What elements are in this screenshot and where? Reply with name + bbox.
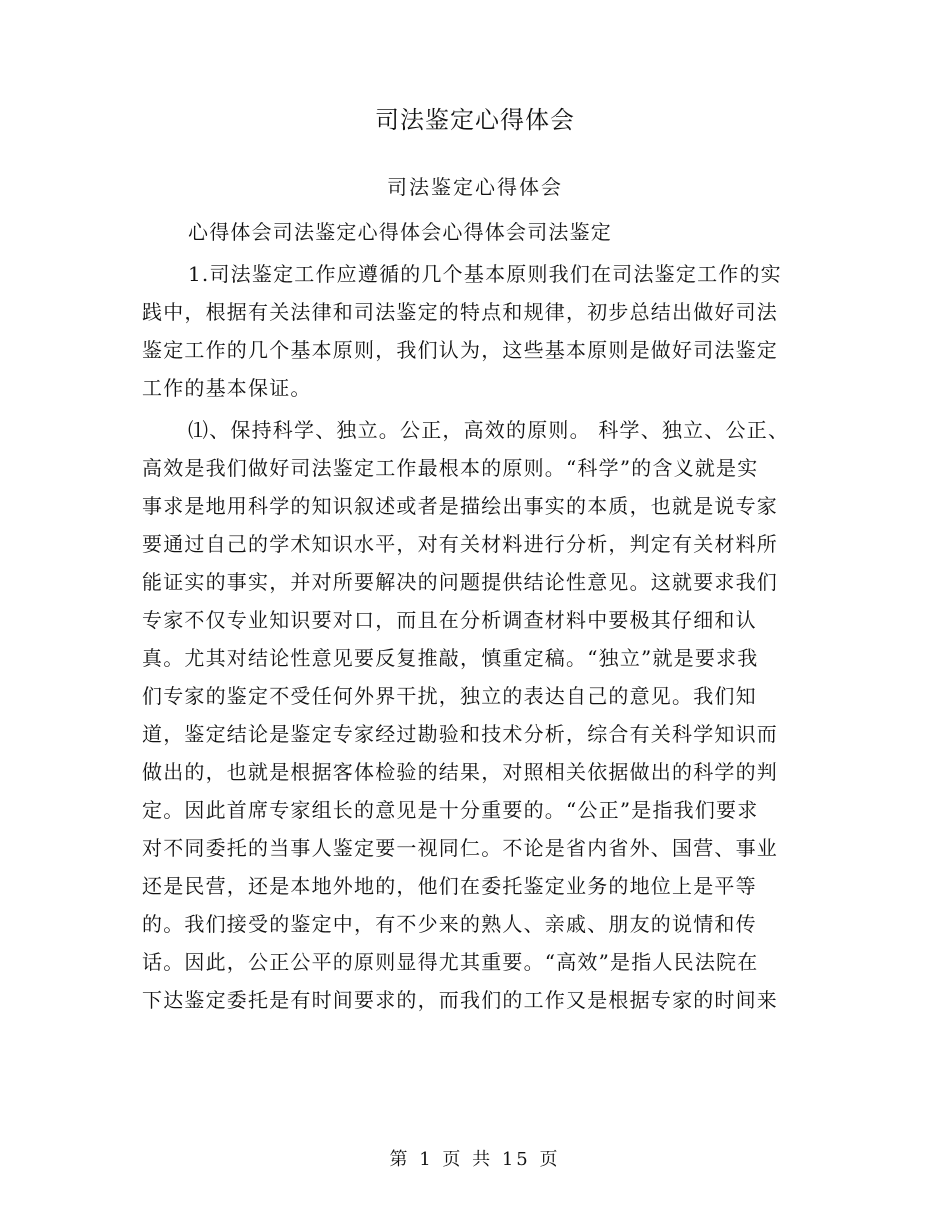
paragraph-line: 对不同委托的当事人鉴定要一视同仁。不论是省内省外、国营、事业	[142, 836, 778, 860]
paragraph-line: 定。因此首席专家组长的意见是十分重要的。“公正”是指我们要求	[142, 798, 759, 822]
paragraph-line: 工作的基本保证。	[142, 376, 312, 400]
paragraph-1	[142, 255, 807, 407]
paragraph-line: 话。因此，公正公平的原则显得尤其重要。“高效”是指人民法院在	[142, 950, 759, 974]
paragraph-line: 真。尤其对结论性意见要反复推敲，慎重定稿。“独立”就是要求我	[142, 646, 759, 670]
page-number-footer: 第 1 页 共 15 页	[389, 1149, 561, 1170]
paragraph-line: 鉴定工作的几个基本原则，我们认为，这些基本原则是做好司法鉴定	[142, 338, 778, 362]
paragraph-line: 专家不仅专业知识要对口，而且在分析调查材料中要极其仔细和认	[142, 608, 757, 632]
paragraph-line: 践中，根据有关法律和司法鉴定的特点和规律，初步总结出做好司法	[142, 300, 778, 324]
paragraph-line: 还是民营，还是本地外地的，他们在委托鉴定业务的地位上是平等	[142, 874, 757, 898]
paragraph-line: 1.司法鉴定工作应遵循的几个基本原则我们在司法鉴定工作的实	[188, 262, 782, 286]
paragraph-line: 要通过自己的学术知识水平，对有关材料进行分析，判定有关材料所	[142, 532, 778, 556]
paragraph-line: 下达鉴定委托是有时间要求的，而我们的工作又是根据专家的时间来	[142, 988, 778, 1012]
paragraph-line: 能证实的事实，并对所要解决的问题提供结论性意见。这就要求我们	[142, 570, 778, 594]
document-title: 司法鉴定心得体会	[375, 106, 575, 134]
paragraph-line: 事求是地用科学的知识叙述或者是描绘出事实的本质，也就是说专家	[142, 494, 778, 518]
paragraph-line: ⑴、保持科学、独立。公正，高效的原则。 科学、独立、公正、	[188, 418, 790, 442]
keywords-line: 心得体会司法鉴定心得体会心得体会司法鉴定	[188, 220, 612, 244]
paragraph-2	[142, 411, 807, 1019]
paragraph-line: 们专家的鉴定不受任何外界干扰，独立的表达自己的意见。我们知	[142, 684, 757, 708]
paragraph-line: 道，鉴定结论是鉴定专家经过勘验和技术分析，综合有关科学知识而	[142, 722, 778, 746]
paragraph-line: 高效是我们做好司法鉴定工作最根本的原则。“科学”的含义就是实	[142, 456, 759, 480]
document-body	[142, 213, 807, 1019]
paragraph-line: 做出的，也就是根据客体检验的结果，对照相关依据做出的科学的判	[142, 760, 778, 784]
paragraph-line: 的。我们接受的鉴定中，有不少来的熟人、亲戚、朋友的说情和传	[142, 912, 757, 936]
document-subtitle: 司法鉴定心得体会	[387, 175, 563, 199]
